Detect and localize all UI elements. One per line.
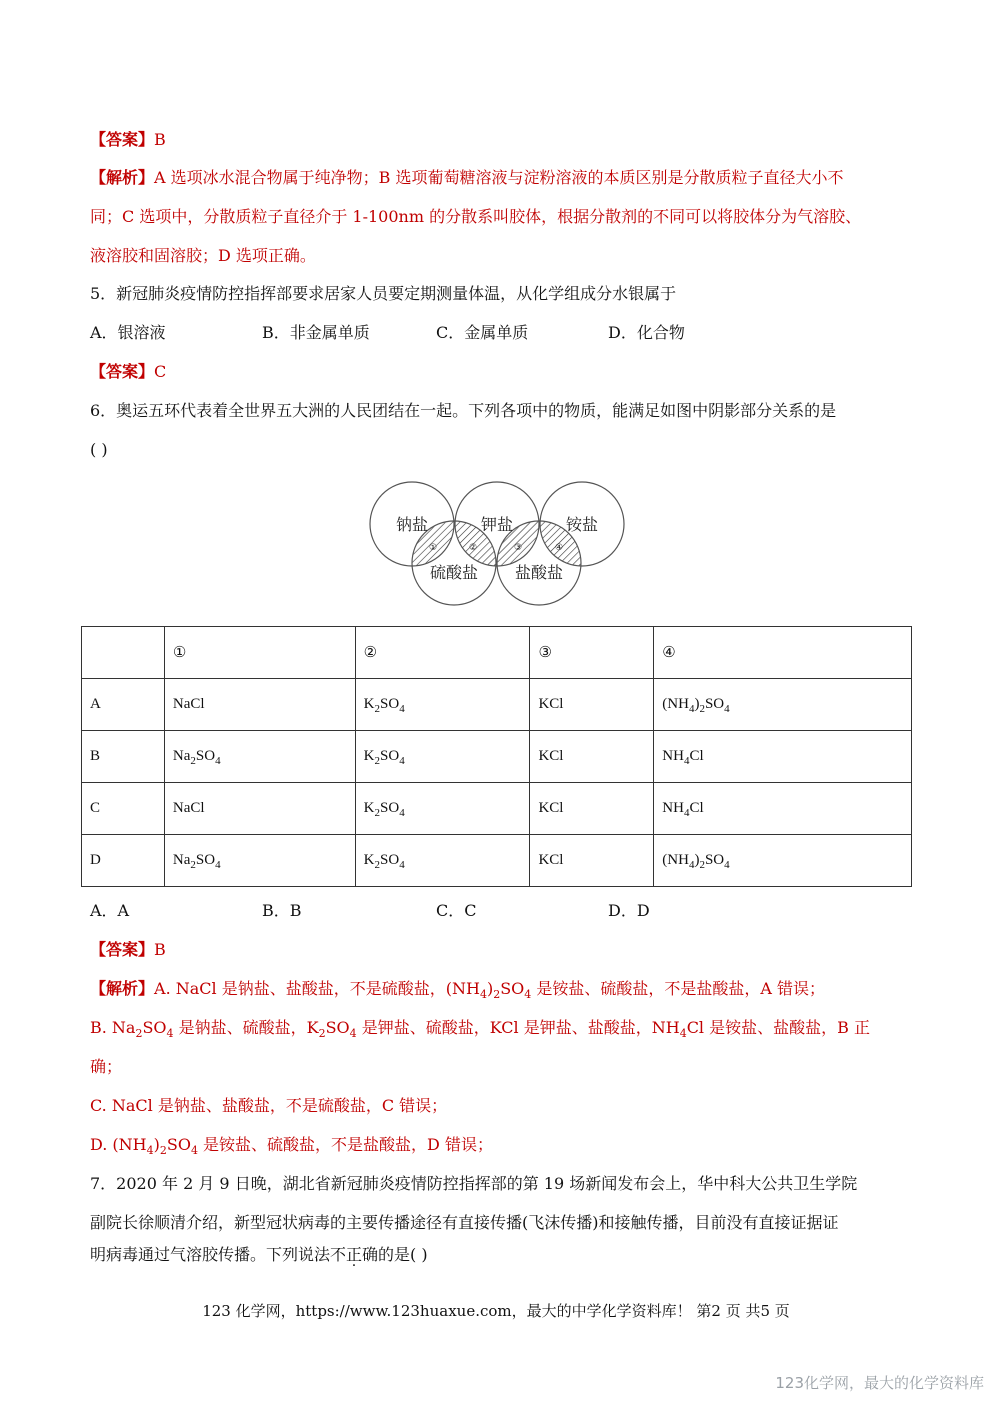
analysis-tag: 【解析】 (90, 979, 155, 998)
cell-3: KCl (530, 731, 654, 783)
cell-4: $(NH_4)_2SO_4$ (654, 679, 912, 731)
page-footer: 123 化学网，https://www.123huaxue.com，最大的中学化学资料库！ 第2 页 共5 页 (202, 1302, 790, 1320)
q6-option-b: B．B (262, 901, 302, 920)
label-chloride: 盐酸盐 (514, 563, 564, 582)
q5-answer (90, 360, 166, 384)
cell-3: KCl (530, 835, 654, 887)
header-cell: ④ (654, 627, 912, 679)
answer-value: B (154, 130, 166, 149)
q5-option-b: B．非金属单质 (262, 323, 370, 342)
cell-1: $Na_2SO_4$ (164, 835, 355, 887)
q5-option-a: A．银溶液 (90, 323, 166, 342)
q6-answer (90, 938, 166, 962)
q6-stem-line-1: 6．奥运五环代表着全世界五大洲的人民团结在一起。下列各项中的物质，能满足如图中阴影部分关系的是 (90, 401, 837, 420)
region-mark-3: ③ (513, 543, 523, 553)
label-sulfate: 硫酸盐 (429, 563, 479, 582)
row-label: A (82, 679, 165, 731)
q7-stem-line-1: 7．2020 年 2 月 9 日晚，湖北省新冠肺炎疫情防控指挥部的第 19 场新闻发布会上，华中科大公共卫生学院 (90, 1174, 858, 1193)
emphasis-text: 不正确 (330, 1245, 379, 1264)
cell-1: NaCl (164, 783, 355, 835)
region-mark-1: ① (428, 543, 438, 553)
q6-analysis-b: B. $Na_2SO_4$ 是钠盐、硫酸盐，$K_2SO_4$ 是钾盐、硫酸盐，KCl 是钾盐、盐酸盐，$NH_4Cl$ 是铵盐、盐酸盐，B 正 (90, 1018, 870, 1040)
analysis-text: A 选项冰水混合物属于纯净物；B 选项葡萄糖溶液与淀粉溶液的本质区别是分散质粒子直径大小不 (154, 168, 844, 187)
answer-value: C (154, 362, 167, 381)
q6-option-d: D．D (608, 901, 650, 920)
q4-answer (90, 128, 166, 152)
row-label: C (82, 783, 165, 835)
table-row (82, 835, 912, 887)
cell-3: KCl (530, 783, 654, 835)
row-label: B (82, 731, 165, 783)
q6-option-a: A．A (90, 901, 130, 920)
q6-analysis-d: D. $(NH_4)_2SO_4$ 是铵盐、硫酸盐，不是盐酸盐，D 错误； (90, 1135, 493, 1157)
cell-1: NaCl (164, 679, 355, 731)
q7-stem-line-2: 副院长徐顺清介绍，新型冠状病毒的主要传播途径有直接传播(飞沫传播)和接触传播，目前没有直接证据证 (90, 1213, 839, 1232)
header-cell: ③ (530, 627, 654, 679)
q5-stem: 5．新冠肺炎疫情防控指挥部要求居家人员要定期测量体温，从化学组成分水银属于 (90, 284, 677, 303)
q4-analysis-line-1 (90, 166, 844, 190)
cell-3: KCl (530, 679, 654, 731)
q6-analysis-b-cont: 确； (90, 1057, 123, 1076)
answer-tag: 【答案】 (90, 130, 155, 149)
cell-2: $K_2SO_4$ (355, 835, 530, 887)
cell-4: $NH_4Cl$ (654, 731, 912, 783)
label-potassium-salt: 钾盐 (480, 515, 514, 534)
q4-analysis-line-3: 液溶胶和固溶胶；D 选项正确。 (90, 246, 316, 265)
table-row (82, 731, 912, 783)
cell-4: $NH_4Cl$ (654, 783, 912, 835)
label-ammonium-salt: 铵盐 (565, 515, 599, 534)
label-sodium-salt: 钠盐 (395, 515, 429, 534)
olympic-rings-diagram (360, 480, 635, 610)
answer-tag: 【答案】 (90, 362, 155, 381)
watermark: 123化学网，最大的化学资料库 (775, 1374, 984, 1392)
analysis-tag: 【解析】 (90, 168, 155, 187)
cell-2: $K_2SO_4$ (355, 679, 530, 731)
q6-stem-line-2: ( ) (90, 440, 108, 459)
q6-analysis-c: C. NaCl 是钠盐、盐酸盐，不是硫酸盐，C 错误； (90, 1096, 448, 1115)
cell-2: $K_2SO_4$ (355, 731, 530, 783)
region-mark-4: ④ (554, 543, 564, 553)
q4-analysis-line-2: 同；C 选项中，分散质粒子直径介于 1-100nm 的分散系叫胶体，根据分散剂的不同可以将胶体分为气溶胶、 (90, 207, 862, 226)
answer-tag: 【答案】 (90, 940, 155, 959)
table-row (82, 679, 912, 731)
q6-table (81, 626, 912, 887)
q6-analysis-a: 【解析】A. NaCl 是钠盐、盐酸盐，不是硫酸盐，$(NH_4)_2SO_4$ 是铵盐、硫酸盐，不是盐酸盐，A 错误； (90, 979, 825, 1001)
header-cell: ② (355, 627, 530, 679)
answer-value: B (154, 940, 166, 959)
q5-option-c: C．金属单质 (436, 323, 529, 342)
cell-4: $(NH_4)_2SO_4$ (654, 835, 912, 887)
row-label: D (82, 835, 165, 887)
q6-option-c: C．C (436, 901, 477, 920)
header-cell (82, 627, 165, 679)
cell-2: $K_2SO_4$ (355, 783, 530, 835)
region-mark-2: ② (468, 543, 478, 553)
q5-option-d: D．化合物 (608, 323, 685, 342)
header-cell: ① (164, 627, 355, 679)
q7-stem-line-3: 明病毒通过气溶胶传播。下列说法不正确的是( ) (90, 1245, 428, 1264)
table-row (82, 783, 912, 835)
table-header-row (82, 627, 912, 679)
cell-1: $Na_2SO_4$ (164, 731, 355, 783)
